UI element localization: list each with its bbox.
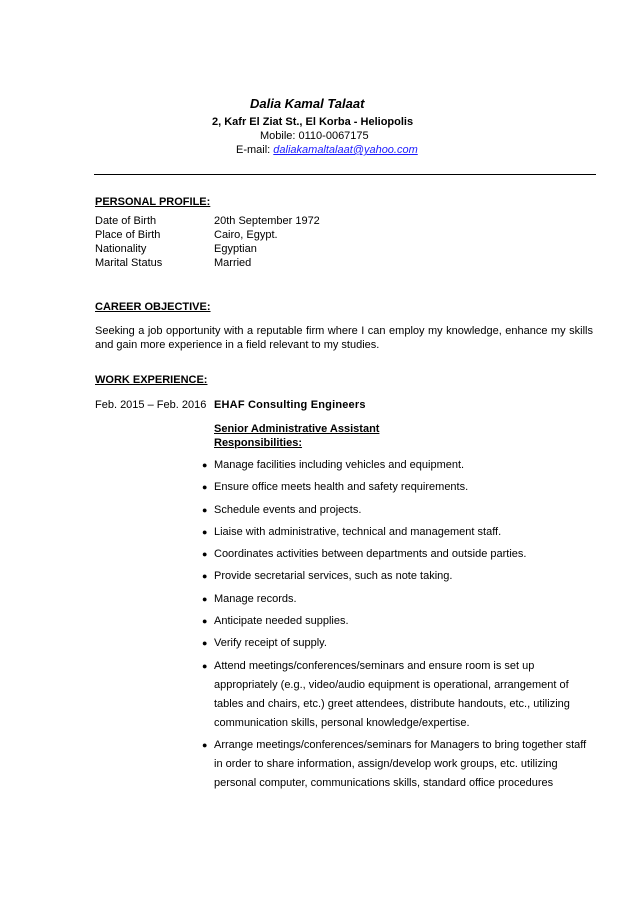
duty-item (202, 523, 597, 542)
profile-label: Date of Birth (95, 215, 157, 227)
duty-item (202, 612, 597, 631)
header-divider (94, 174, 596, 175)
duty-item (202, 590, 597, 609)
duty-text: Provide secretarial services, such as note taking. (214, 570, 453, 583)
bullet-icon: ● (202, 571, 208, 582)
duty-text: Schedule events and projects. (214, 503, 362, 516)
job-dates: Feb. 2015 – Feb. 2016 (95, 399, 207, 411)
bullet-icon: ● (202, 660, 208, 671)
bullet-icon: ● (202, 638, 208, 649)
duty-text: Verify receipt of supply. (214, 637, 327, 650)
duty-item (202, 634, 597, 653)
duty-text: Liaise with administrative, technical and management staff. (214, 525, 502, 538)
duty-item (202, 456, 597, 475)
responsibilities-heading: Responsibilities: (214, 437, 303, 449)
profile-value: Cairo, Egypt. (214, 229, 278, 241)
mobile-number: Mobile: 0110-0067175 (260, 130, 369, 142)
duty-item (202, 567, 597, 586)
work-experience-heading: WORK EXPERIENCE: (95, 374, 208, 386)
duty-text: Coordinates activities between departments and outside parties. (214, 548, 527, 561)
duty-item (202, 545, 597, 564)
bullet-icon: ● (202, 482, 208, 493)
duty-text: Ensure office meets health and safety requirements. (214, 481, 469, 494)
bullet-icon: ● (202, 460, 208, 470)
duty-text: Arrange meetings/conferences/seminars for Managers to bring together staff in order to share information, assign/develop work groups, etc. utilizing personal computer, communications skills, standard office procedures (214, 738, 587, 789)
career-objective-heading: CAREER OBJECTIVE: (95, 301, 211, 313)
duty-item (202, 501, 597, 520)
duty-text: Attend meetings/conferences/seminars and ensure room is set up appropriately (e.g., video/audio equipment is operational, arrangement of tables and chairs, etc.) greet attendees, distribute handouts, etc., utilizing communication skills, personal knowledge/expertise. (214, 659, 570, 729)
duty-item (202, 736, 597, 793)
duties-list (202, 456, 597, 796)
applicant-name: Dalia Kamal Talaat (250, 96, 365, 111)
profile-value: 20th September 1972 (214, 215, 320, 227)
profile-label: Place of Birth (95, 229, 161, 241)
bullet-icon: ● (202, 504, 208, 515)
duty-text: Manage facilities including vehicles and equipment. (214, 459, 465, 471)
bullet-icon: ● (202, 549, 208, 560)
bullet-icon: ● (202, 593, 208, 604)
duty-item (202, 478, 597, 497)
profile-value: Egyptian (214, 243, 257, 255)
career-objective-text: Seeking a job opportunity with a reputable firm where I can employ my knowledge, enhance my skills and gain more experience in a field relevant to my studies. (95, 325, 593, 351)
bullet-icon: ● (202, 739, 208, 750)
bullet-icon: ● (202, 616, 208, 627)
job-company: EHAF Consulting Engineers (214, 399, 366, 411)
duty-text: Manage records. (214, 592, 297, 605)
profile-value: Married (214, 257, 252, 269)
job-position: Senior Administrative Assistant (214, 423, 380, 435)
email-line (236, 144, 418, 156)
email-link[interactable]: daliakamaltalaat@yahoo.com (273, 144, 418, 156)
profile-label: Nationality (95, 243, 147, 255)
email-label: E-mail: (236, 144, 271, 156)
profile-label: Marital Status (95, 257, 163, 269)
address: 2, Kafr El Ziat St., El Korba - Heliopolis (212, 116, 414, 128)
bullet-icon: ● (202, 526, 208, 537)
duty-item (202, 657, 597, 733)
personal-profile-heading: PERSONAL PROFILE: (95, 196, 211, 208)
duty-text: Anticipate needed supplies. (214, 615, 349, 628)
